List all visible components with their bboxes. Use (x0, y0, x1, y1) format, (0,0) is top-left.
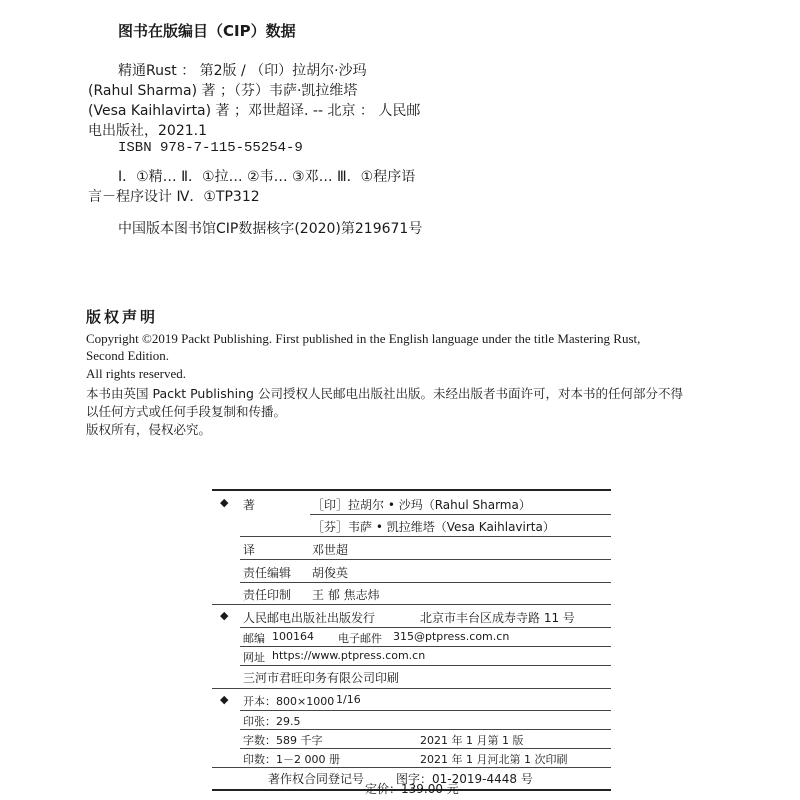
translator-label: 译 (243, 543, 256, 557)
sheets: 印张：29.5 (243, 715, 301, 728)
editor: 胡俊英 (312, 566, 349, 580)
word-count: 字数：589 千字 (243, 734, 323, 747)
print-run: 印数：1－2 000 册 (243, 753, 340, 766)
divider (240, 627, 611, 628)
print-date: 2021 年 1 月河北第 1 次印刷 (420, 753, 568, 766)
cip-approval: 中国版本图书馆CIP数据核字(2020)第219671号 (118, 221, 423, 237)
copyright-line: Second Edition. (86, 348, 170, 363)
contract-number: 图字：01-2019-4448 号 (396, 772, 533, 786)
translator: 邓世超 (312, 543, 349, 557)
copyright-line: All rights reserved. (86, 366, 187, 381)
copyright-line: 版权所有，侵权必究。 (86, 422, 212, 437)
cip-classification: Ⅰ．①精… Ⅱ．①拉… ②韦… ③邓… Ⅲ．①程序语 (118, 169, 416, 185)
format-size: 1/16 (336, 693, 361, 706)
divider (240, 646, 611, 647)
diamond-icon: ◆ (220, 496, 229, 509)
postcode-label: 邮编 (243, 632, 265, 645)
diamond-icon: ◆ (220, 693, 229, 706)
divider (212, 604, 611, 605)
cip-line: 电出版社，2021.1 (88, 123, 207, 139)
cip-heading: 图书在版编目（CIP）数据 (118, 22, 296, 40)
author-1: ［印］拉胡尔 • 沙玛（Rahul Sharma） (312, 498, 531, 512)
divider (240, 559, 611, 560)
cip-isbn: ISBN 978-7-115-55254-9 (118, 140, 303, 156)
author-2: ［芬］韦萨 • 凯拉维塔（Vesa Kaihlavirta） (312, 520, 555, 534)
print-manager-label: 责任印制 (243, 588, 292, 602)
website-label: 网址 (243, 651, 265, 664)
divider (240, 665, 611, 666)
author-label: 著 (243, 498, 256, 512)
divider (240, 582, 611, 583)
email: 315@ptpress.com.cn (393, 630, 510, 643)
divider (212, 688, 611, 689)
price: 定价：139.00 元 (365, 782, 459, 796)
divider (310, 514, 611, 515)
edition: 2021 年 1 月第 1 版 (420, 734, 524, 747)
editor-label: 责任编辑 (243, 566, 292, 580)
email-label: 电子邮件 (338, 632, 382, 645)
publisher: 人民邮电出版社出版发行 (243, 611, 376, 625)
diamond-icon: ◆ (220, 609, 229, 622)
copyright-line: Copyright ©2019 Packt Publishing. First published in the English language under the title Mastering Rust, (86, 331, 641, 346)
copyright-line: 以任何方式或任何手段复制和传播。 (86, 404, 287, 419)
print-manager-names: 王 郁 焦志炜 (312, 588, 380, 602)
contract-label: 著作权合同登记号 (268, 772, 365, 786)
divider (240, 748, 611, 749)
postcode: 100164 (272, 630, 314, 643)
cip-line: 精通Rust ： 第2版 / （印）拉胡尔·沙玛 (118, 63, 367, 79)
printer: 三河市君旺印务有限公司印刷 (243, 671, 400, 685)
cip-line: (Vesa Kaihlavirta) 著 ；邓世超译. -- 北京 ： 人民邮 (88, 103, 421, 119)
format: 开本：800×1000 (243, 695, 335, 708)
divider (240, 729, 611, 730)
publisher-address: 北京市丰台区成寿寺路 11 号 (420, 611, 575, 625)
copyright-heading: 版权声明 (86, 308, 159, 326)
divider (212, 767, 611, 768)
cip-classification: 言－程序设计 Ⅳ．①TP312 (88, 189, 260, 205)
divider (240, 536, 611, 537)
copyright-line: 本书由英国 Packt Publishing 公司授权人民邮电出版社出版。未经出版者书面许可，对本书的任何部分不得 (86, 386, 683, 401)
cip-line: (Rahul Sharma) 著 ；（芬）韦萨·凯拉维塔 (88, 83, 358, 99)
colophon-top-rule (212, 489, 611, 491)
website: https://www.ptpress.com.cn (272, 649, 426, 662)
divider (240, 710, 611, 711)
